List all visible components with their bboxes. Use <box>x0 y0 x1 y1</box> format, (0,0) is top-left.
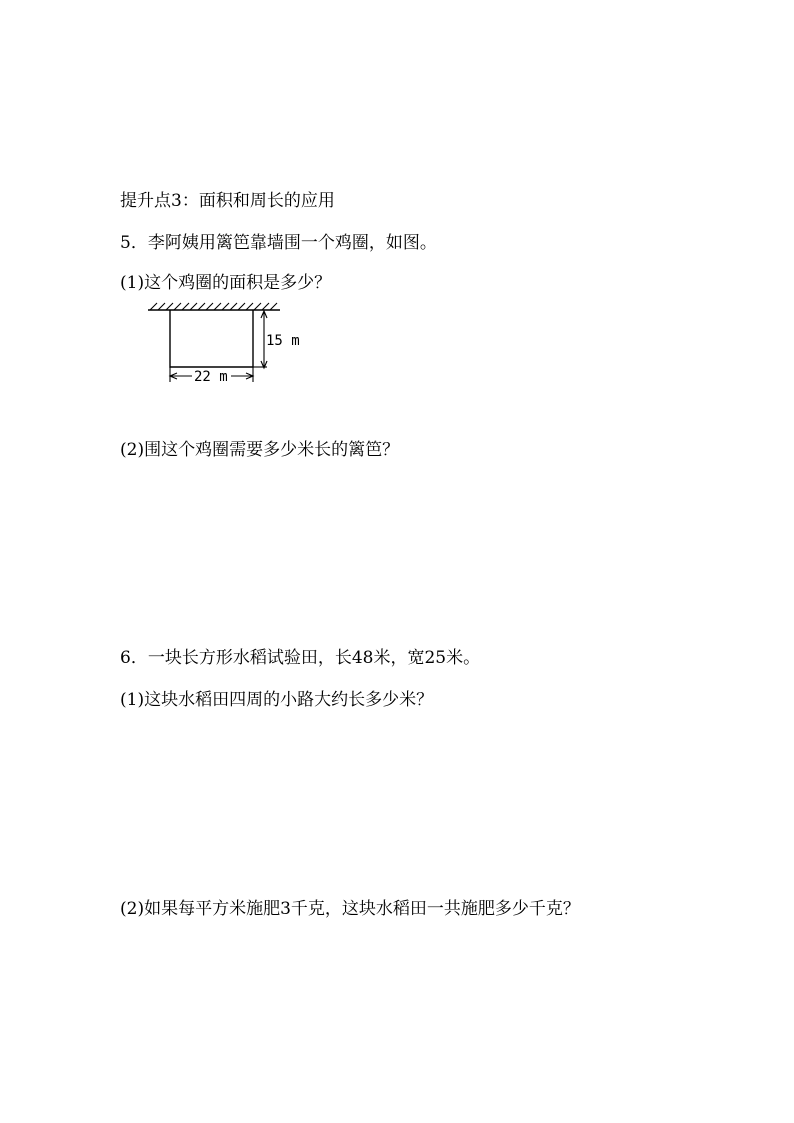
section-title: 提升点3：面积和周长的应用 <box>120 191 335 211</box>
question-6-part-1: (1)这块水稻田四周的小路大约长多少米？ <box>120 690 434 710</box>
question-6-part-2: (2)如果每平方米施肥3千克，这块水稻田一共施肥多少千克？ <box>120 899 580 919</box>
question-5-stem: 5．李阿姨用篱笆靠墙围一个鸡圈，如图。 <box>120 233 437 253</box>
width-label: 22 m <box>194 369 228 385</box>
question-6-stem: 6．一块长方形水稻试验田，长48米，宽25米。 <box>120 648 481 668</box>
wall-hatching <box>150 303 277 310</box>
coop-fence <box>170 310 253 367</box>
chicken-coop-diagram <box>145 300 315 390</box>
question-5-part-1: (1)这个鸡圈的面积是多少？ <box>120 273 332 293</box>
height-label: 15 m <box>266 333 300 349</box>
question-5-part-2: (2)围这个鸡圈需要多少米长的篱笆？ <box>120 440 400 460</box>
